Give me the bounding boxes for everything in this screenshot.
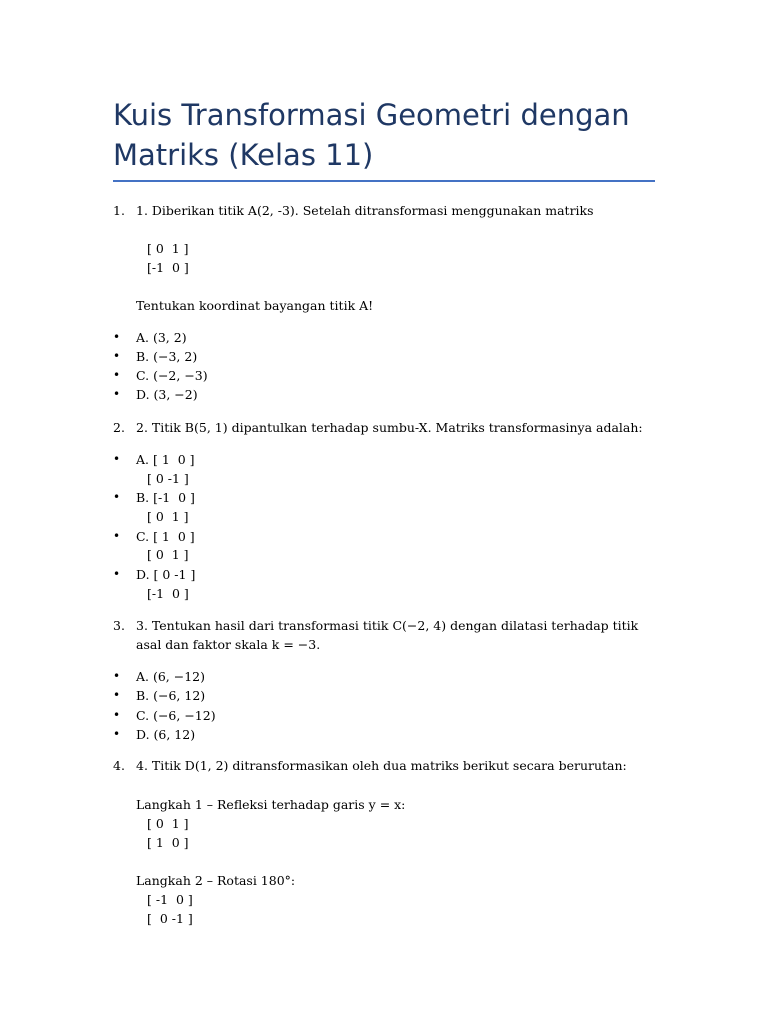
bullet: • (113, 529, 121, 543)
question-1-text: 1. Diberikan titik A(2, -3). Setelah ditransformasi menggunakan matriks (136, 203, 594, 218)
question-2-option-d-row-1: D. [ 0 -1 ] (136, 567, 196, 582)
question-1-matrix-row-1: [ 0 1 ] (147, 241, 189, 256)
question-2-option-c-row-2: [ 0 1 ] (147, 547, 189, 562)
question-2-text: 2. Titik B(5, 1) dipantulkan terhadap sumbu-X. Matriks transformasinya adalah: (136, 420, 643, 435)
bullet: • (113, 669, 121, 683)
question-4-number: 4. (113, 758, 125, 773)
question-1-prompt: Tentukan koordinat bayangan titik A! (136, 298, 374, 313)
question-3-option-b: B. (−6, 12) (136, 688, 206, 703)
question-4-step-2: Langkah 2 – Rotasi 180°: (136, 873, 296, 888)
question-3-number: 3. (113, 618, 125, 633)
bullet: • (113, 349, 121, 363)
title-underline (113, 180, 655, 182)
question-2-option-a-row-1: A. [ 1 0 ] (136, 452, 195, 467)
question-1-option-d: D. (3, −2) (136, 387, 198, 402)
question-2-option-b-row-1: B. [-1 0 ] (136, 490, 195, 505)
question-4-step-1-matrix-row-1: [ 0 1 ] (147, 816, 189, 831)
bullet: • (113, 330, 121, 344)
question-3-option-a: A. (6, −12) (136, 669, 206, 684)
question-4-text: 4. Titik D(1, 2) ditransformasikan oleh dua matriks berikut secara berurutan: (136, 758, 627, 773)
question-1-option-c: C. (−2, −3) (136, 368, 208, 383)
bullet: • (113, 387, 121, 401)
question-1-matrix-row-2: [-1 0 ] (147, 260, 189, 275)
question-4-step-2-matrix-row-1: [ -1 0 ] (147, 892, 193, 907)
question-1-number: 1. (113, 203, 125, 218)
question-3-text: 3. Tentukan hasil dari transformasi titik C(−2, 4) dengan dilatasi terhadap titik asal dan faktor skala k = −3. (136, 618, 639, 652)
question-1-option-b: B. (−3, 2) (136, 349, 198, 364)
question-4-step-1: Langkah 1 – Refleksi terhadap garis y = x: (136, 797, 406, 812)
bullet: • (113, 708, 121, 722)
page-title: Kuis Transformasi Geometri dengan Matriks (Kelas 11) (113, 98, 630, 172)
question-2-number: 2. (113, 420, 125, 435)
question-1-option-a: A. (3, 2) (136, 330, 187, 345)
question-2-option-c-row-1: C. [ 1 0 ] (136, 529, 195, 544)
question-4-step-2-matrix-row-2: [ 0 -1 ] (147, 911, 193, 926)
bullet: • (113, 567, 121, 581)
bullet: • (113, 688, 121, 702)
question-4-step-1-matrix-row-2: [ 1 0 ] (147, 835, 189, 850)
question-3-option-d: D. (6, 12) (136, 727, 196, 742)
bullet: • (113, 490, 121, 504)
bullet: • (113, 452, 121, 466)
bullet: • (113, 727, 121, 741)
question-3-option-c: C. (−6, −12) (136, 708, 216, 723)
bullet: • (113, 368, 121, 382)
question-2-option-d-row-2: [-1 0 ] (147, 586, 189, 601)
question-2-option-a-row-2: [ 0 -1 ] (147, 471, 189, 486)
question-2-option-b-row-2: [ 0 1 ] (147, 509, 189, 524)
